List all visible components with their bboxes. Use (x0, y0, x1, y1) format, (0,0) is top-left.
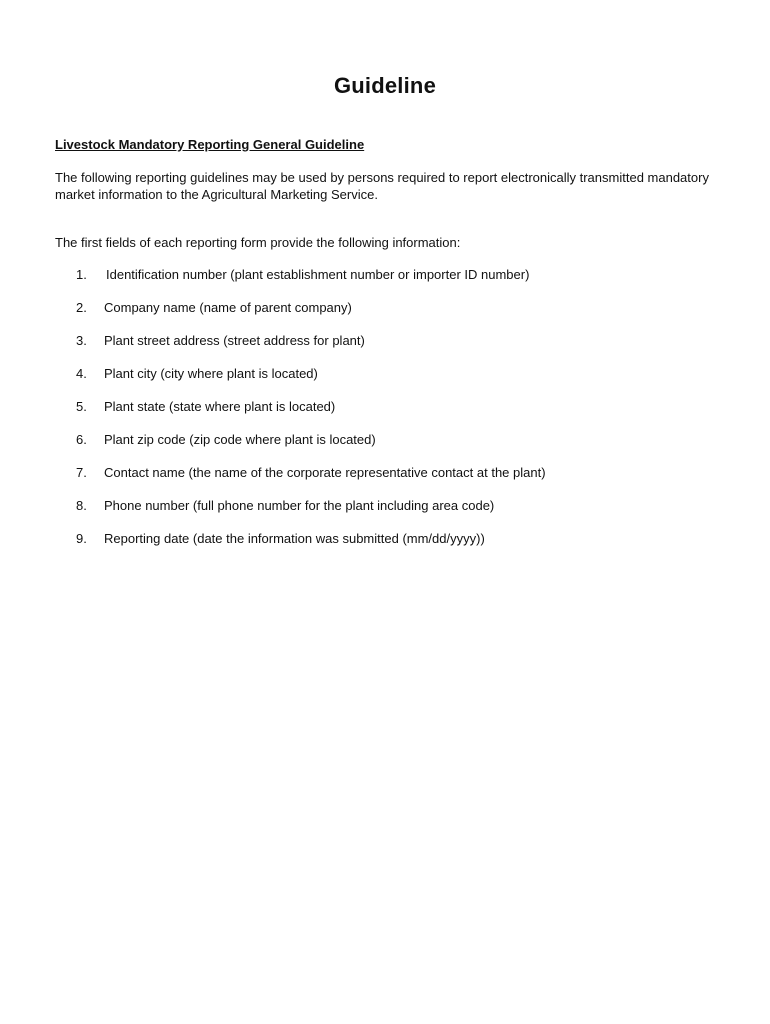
intro-paragraph: The following reporting guidelines may be used by persons required to report electronically transmitted mandatory market information to the Agricultural Marketing Service. (55, 170, 709, 202)
list-item-text: Contact name (the name of the corporate representative contact at the plant) (104, 465, 546, 480)
list-item-number: 9. (76, 531, 87, 546)
list-item-text: Phone number (full phone number for the plant including area code) (104, 498, 495, 513)
list-item-text: Plant zip code (zip code where plant is located) (104, 432, 376, 447)
page-title: Guideline (333, 73, 437, 98)
list-item-text: Identification number (plant establishment number or importer ID number) (106, 267, 530, 282)
section-heading: Livestock Mandatory Reporting General Guideline (55, 137, 365, 152)
list-item-number: 5. (76, 399, 87, 414)
list-item-number: 1. (76, 267, 87, 282)
list-item-text: Reporting date (date the information was submitted (mm/dd/yyyy)) (104, 531, 485, 546)
list-item-text: Plant street address (street address for plant) (104, 333, 365, 348)
list-item-number: 6. (76, 432, 87, 447)
list-item-number: 8. (76, 498, 87, 513)
list-lead-text: The first fields of each reporting form provide the following information: (55, 235, 461, 250)
list-item-number: 2. (76, 300, 87, 315)
list-item-number: 7. (76, 465, 87, 480)
list-item-text: Plant city (city where plant is located) (104, 366, 318, 381)
list-item-text: Company name (name of parent company) (104, 300, 352, 315)
list-item-text: Plant state (state where plant is located) (104, 399, 336, 414)
list-item-number: 3. (76, 333, 87, 348)
list-item-number: 4. (76, 366, 87, 381)
